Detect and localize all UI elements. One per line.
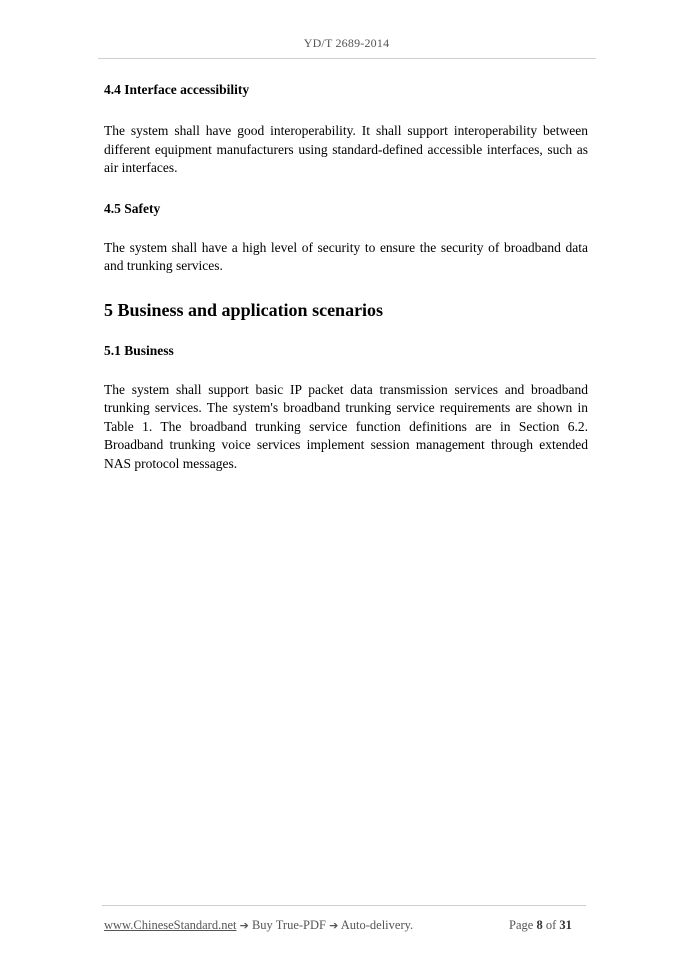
footer-site-link[interactable]: www.ChineseStandard.net <box>104 918 237 932</box>
header-doc-code: YD/T 2689-2014 <box>303 36 390 50</box>
footer-divider <box>102 905 586 906</box>
paragraph-4-5: The system shall have a high level of security to ensure the security of broadband data and trunking services. <box>104 239 588 273</box>
heading-4-5: 4.5 Safety <box>104 200 161 216</box>
page-current: 8 <box>536 918 543 932</box>
heading-5: 5 Business and application scenarios <box>104 299 384 320</box>
paragraph-4-4: The system shall have good interoperability. It shall support interoperability between different equipment manufacturers using standard-defined accessible interfaces, such as air interfaces. <box>104 123 588 175</box>
arrow-right-icon: ➔ <box>239 919 249 932</box>
page-label: Page <box>509 918 534 932</box>
page-content <box>104 80 588 473</box>
footer-promo <box>104 918 413 933</box>
arrow-right-icon: ➔ <box>329 919 339 932</box>
header-divider <box>98 58 596 59</box>
page-total: 31 <box>559 918 572 932</box>
heading-4-4: 4.4 Interface accessibility <box>104 82 250 97</box>
page-number <box>509 918 572 933</box>
heading-5-1: 5.1 Business <box>104 342 174 358</box>
footer-buy-text: Buy True-PDF <box>251 918 326 932</box>
footer-delivery-text: Auto-delivery. <box>340 918 414 932</box>
page-of: of <box>545 918 557 932</box>
paragraph-5-1: The system shall support basic IP packet data transmission services and broadband trunking services. The system's broadband trunking service requirements are shown in Table 1. The broadband trunking service function definitions are in Section 6.2. Broadband trunking voice services implement session management through extended NAS protocol messages. <box>104 381 588 471</box>
